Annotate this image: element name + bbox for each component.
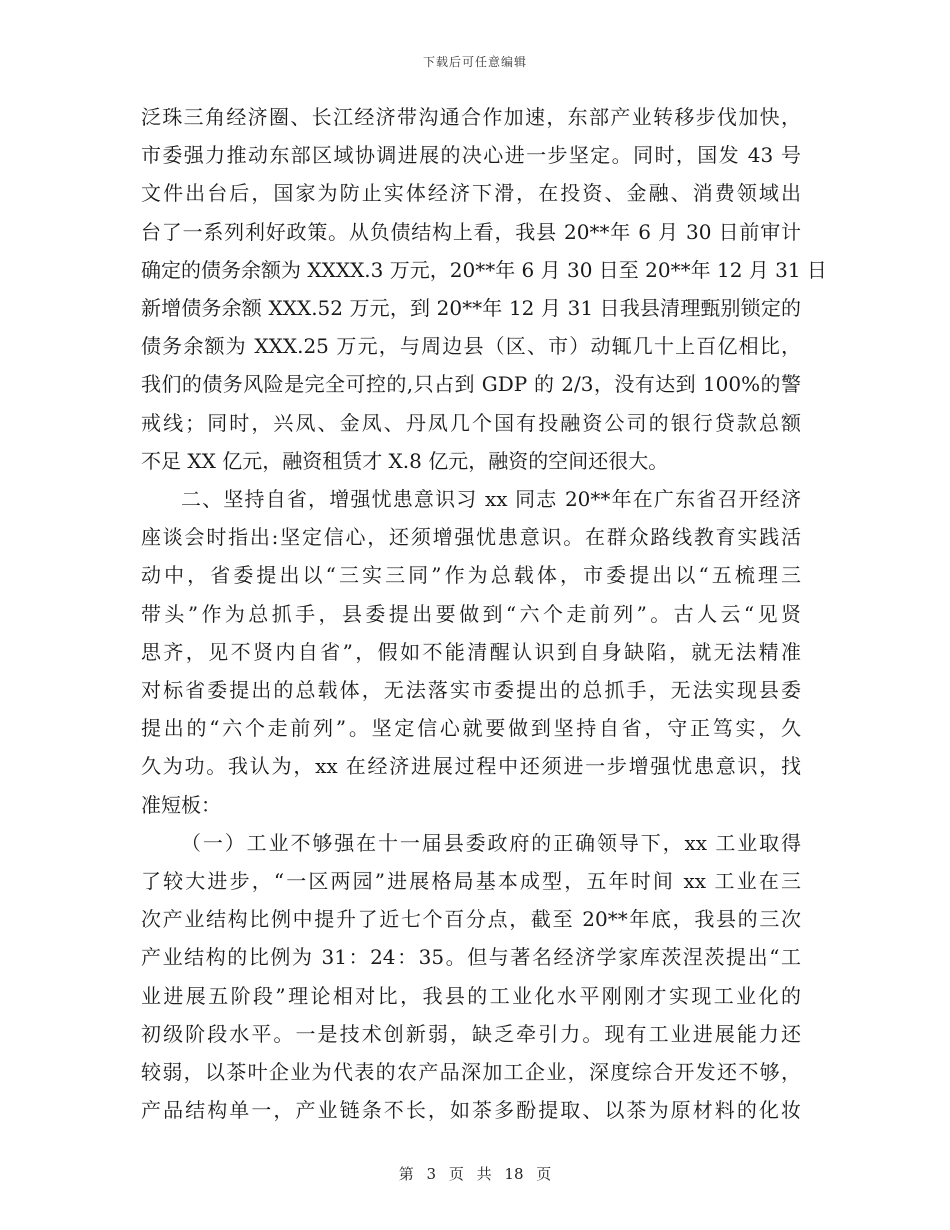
- text-line: 较弱，以茶叶企业为代表的农产品深加工企业，深度综合开发还不够，: [141, 1060, 801, 1085]
- text-line: 文件出台后，国家为防止实体经济下滑，在投资、金融、消费领域出: [141, 181, 801, 206]
- page-footer: [0, 1163, 950, 1184]
- text-line: 准短板：: [141, 792, 221, 817]
- text-line: 我们的债务风险是完全可控的,只占到 GDP 的 2/3，没有达到 100%的警: [141, 372, 801, 397]
- text-line: 思齐，见不贤内自省”，假如不能清醒认识到自身缺陷，就无法精准: [141, 639, 801, 664]
- text-line: 戒线；同时，兴凤、金凤、丹凤几个国有投融资公司的银行贷款总额: [141, 410, 801, 435]
- page-suffix: 页: [536, 1165, 552, 1183]
- paragraph-industry: [141, 824, 801, 1130]
- text-line: 泛珠三角经济圈、长江经济带沟通合作加速，东部产业转移步伐加快，: [141, 105, 801, 129]
- paragraph-self-reflection: [141, 480, 801, 824]
- text-line: 久为功。我认为，xx 在经济进展过程中还须进一步增强忧患意识，找: [141, 754, 801, 779]
- text-line: 二、坚持自省，增强忧患意识习 xx 同志 20**年在广东省召开经济: [181, 487, 801, 512]
- text-line: 初级阶段水平。一是技术创新弱，缺乏牵引力。现有工业进展能力还: [141, 1021, 801, 1046]
- text-line: 对标省委提出的总载体，无法落实市委提出的总抓手，无法实现县委: [141, 678, 801, 703]
- page-number: 3: [426, 1165, 437, 1183]
- text-line: 了较大进步，“一区两园”进展格局基本成型，五年时间 xx 工业在三: [141, 869, 801, 894]
- text-line: 提出的“六个走前列”。坚定信心就要做到坚持自省，守正笃实，久: [141, 716, 801, 741]
- text-line: 次产业结构比例中提升了近七个百分点，截至 20**年底，我县的三次: [141, 907, 801, 932]
- page-header: 下载后可任意编辑: [422, 55, 527, 69]
- page-label: 页: [448, 1165, 464, 1183]
- text-line: 市委强力推动东部区域协调进展的决心进一步坚定。同时，国发 43 号: [141, 143, 801, 168]
- text-line: 带头”作为总抓手，县委提出要做到“六个走前列”。古人云“见贤: [141, 601, 801, 626]
- text-line: 座谈会时指出:坚定信心，还须增强忧患意识。在群众路线教育实践活: [141, 525, 801, 550]
- text-line: 业进展五阶段”理论相对比，我县的工业化水平刚刚才实现工业化的: [141, 983, 801, 1008]
- text-line: 产品结构单一，产业链条不长，如茶多酚提取、以茶为原材料的化妆: [141, 1098, 801, 1123]
- text-line: 台了一系列利好政策。从负债结构上看，我县 20**年 6 月 30 日前审计: [141, 219, 801, 244]
- document-body: [141, 98, 827, 1129]
- text-line: 产业结构的比例为 31：24：35。但与著名经济学家库茨涅茨提出“工: [141, 945, 801, 970]
- total-pages: 18: [504, 1165, 524, 1183]
- page-prefix: 第: [398, 1165, 414, 1183]
- text-line: 动中，省委提出以“三实三同”作为总载体，市委提出以“五梳理三: [141, 563, 801, 588]
- text-line: 确定的债务余额为 XXXX.3 万元，20**年 6 月 30 日至 20**年 12 月 31 日: [141, 257, 827, 282]
- text-line: （一）工业不够强在十一届县委政府的正确领导下，xx 工业取得: [181, 830, 801, 855]
- paragraph-debt: [141, 98, 827, 480]
- text-line: 新增债务余额 XXX.52 万元，到 20**年 12 月 31 日我县清理甄别锁定的: [141, 296, 801, 321]
- total-label: 共: [476, 1165, 492, 1183]
- text-line: 不足 XX 亿元，融资租赁才 X.8 亿元，融资的空间还很大。: [141, 448, 669, 473]
- text-line: 债务余额为 XXX.25 万元，与周边县（区、市）动辄几十上百亿相比，: [141, 334, 801, 359]
